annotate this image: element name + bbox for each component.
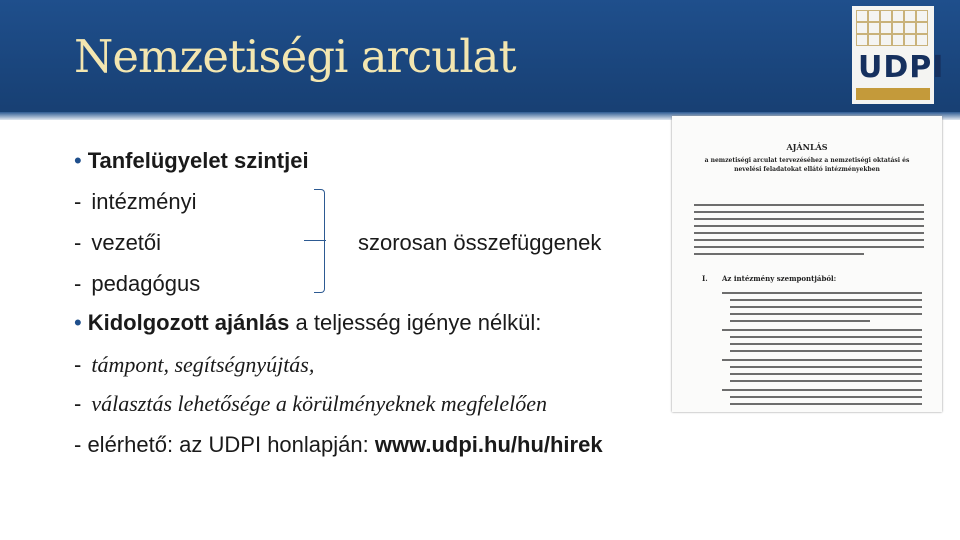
bullet-line — [74, 310, 541, 336]
dash-mark: - — [74, 432, 82, 457]
dash-line — [74, 391, 547, 417]
page-title: Nemzetiségi arculat — [74, 30, 516, 83]
dash-mark: - — [74, 230, 82, 255]
dash-text: pedagógus — [91, 271, 201, 296]
dash-text: választás lehetősége a körülményeknek megfelelően — [91, 391, 548, 416]
dash-mark: - — [74, 352, 82, 377]
website-link[interactable]: www.udpi.hu/hu/hirek — [374, 432, 603, 457]
dash-mark: - — [74, 189, 82, 214]
side-note: szorosan összefüggenek — [358, 230, 602, 255]
dash-text: intézményi — [91, 189, 197, 214]
bracket-connector — [304, 240, 326, 241]
bullet-text: a teljesség igénye nélkül: — [289, 310, 542, 335]
dash-line — [74, 189, 196, 215]
bullet-text: Tanfelügyelet szintjei — [87, 148, 309, 173]
dash-mark: - — [74, 391, 82, 416]
bracket-icon — [314, 189, 325, 293]
bullet-line — [74, 148, 309, 174]
logo-grid-icon — [856, 10, 930, 46]
dash-line — [74, 271, 200, 297]
document-heading: AJÁNLÁS — [786, 142, 828, 152]
udpi-logo — [852, 6, 945, 104]
dash-text: vezetői — [91, 230, 162, 255]
logo-bar — [856, 88, 930, 100]
dash-line — [74, 432, 603, 458]
bullet-icon: • — [74, 310, 82, 335]
document-section-title: Az intézmény szempontjából: — [722, 274, 837, 283]
dash-text: támpont, segítségnyújtás, — [91, 352, 315, 377]
dash-line — [74, 230, 161, 256]
document-subheading: a nemzetiségi arculat tervezéséhez a nemzetiségi oktatási és nevelési feladatokat ellátó intézményekben — [704, 157, 910, 173]
logo-text: UDPI — [858, 50, 945, 85]
document-thumbnail — [672, 116, 942, 412]
dash-mark: - — [74, 271, 82, 296]
document-section: I. — [702, 274, 708, 283]
title-banner — [0, 0, 960, 118]
dash-text: elérhető: az UDPI honlapján: — [81, 432, 375, 457]
bullet-bold-text: Kidolgozott ajánlás — [87, 310, 290, 335]
bullet-icon: • — [74, 148, 82, 173]
dash-line — [74, 352, 314, 378]
